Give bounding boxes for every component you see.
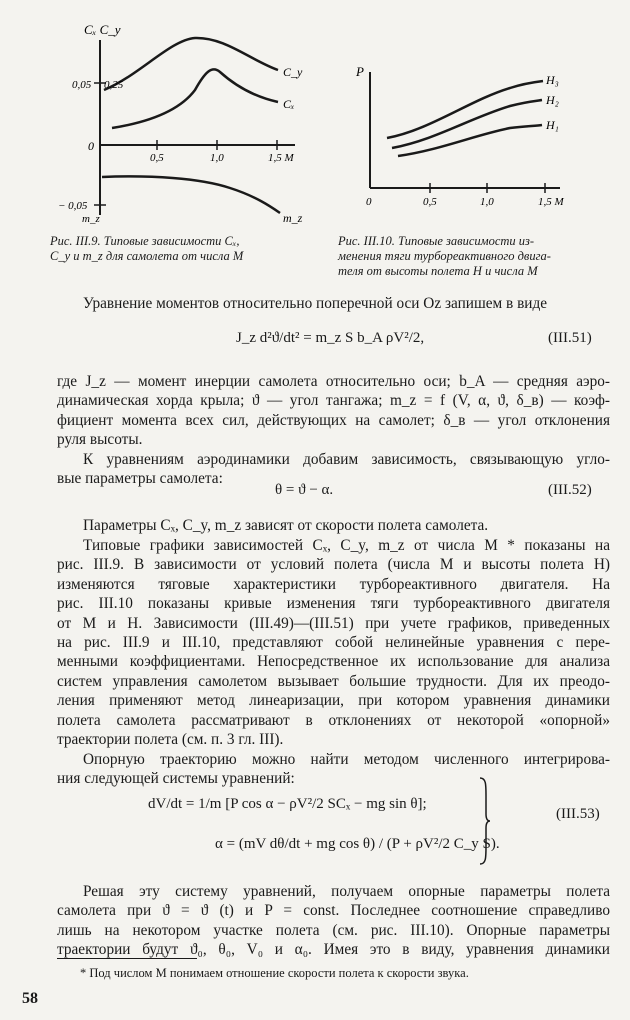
- fig9-tick-neg: − 0,05: [58, 200, 88, 212]
- fig9-y-label: Cₓ C_y: [84, 22, 121, 37]
- equation-number-iii-52: (III.52): [548, 482, 592, 498]
- equation-iii-51: J_z d²ϑ/dt² = m_z S b_A ρV²/2,: [236, 330, 425, 346]
- paragraph-definitions: где J_z — момент инерции самолета относительно оси; b_A — средняя аэро- динамическая хорда крыла; ϑ — угол тангажа; m_z = f (V, α, ϑ, δ_в) — коэф- фициент момента всех сил, действующих на самолет; δ_в — угол отклонения руля высоты.: [57, 373, 610, 449]
- paragraph-parameters: Параметры Cₓ, C_y, m_z зависят от скорости полета самолета.: [83, 517, 489, 534]
- equation-iii-52: θ = ϑ − α.: [275, 482, 334, 498]
- fig9-xtick-1: 0,5: [150, 152, 164, 164]
- fig9-tick-zero: 0: [88, 139, 94, 153]
- fig10-y-label: P: [356, 64, 364, 79]
- figure-iii-9: [0, 10, 310, 235]
- paragraph-moments-intro: Уравнение моментов относительно поперечной оси Oz запишем в виде: [83, 295, 548, 312]
- fig10-label-h3: H₃: [546, 73, 559, 87]
- equation-brace: [478, 776, 492, 866]
- fig9-curve-cy: [104, 38, 278, 90]
- footnote-rule: [57, 958, 197, 959]
- figure-iii-10: [350, 60, 600, 210]
- fig9-tick-cx: 0,05: [72, 79, 92, 91]
- equation-number-iii-53: (III.53): [556, 806, 600, 822]
- fig9-xtick-2: 1,0: [210, 152, 224, 164]
- footnote: * Под числом M понимаем отношение скорости полета к скорости звука.: [80, 966, 469, 980]
- fig10-xtick-0: 0: [366, 196, 372, 208]
- fig10-label-h1: H₁: [546, 118, 559, 132]
- fig9-curve-mz: [102, 176, 280, 213]
- paragraph-reference-trajectory: Опорную траекторию можно найти методом численного интегрирова- ния следующей системы уравнений:: [57, 751, 610, 788]
- paragraph-solving-system: Решая эту систему уравнений, получаем опорные параметры полета самолета при ϑ = ϑ (t) и P = const. Последнее соотношение справедливо лишь на некотором участке полета (см. рис. III.10). Опорные параметры траектории будут ϑ₀, θ₀, V₀ и α₀. Имея это в виду, уравнения динамики: [57, 883, 610, 959]
- paragraph-angle-relation: К уравнениям аэродинамики добавим зависимость, связывающую угло- вые параметры самолета:: [57, 451, 610, 488]
- fig10-label-h2: H₂: [546, 93, 559, 107]
- fig10-xtick-2: 1,0: [480, 196, 494, 208]
- fig10-curve-h3: [387, 81, 543, 138]
- fig10-xtick-3: 1,5 M: [538, 196, 564, 208]
- page-number: 58: [22, 990, 38, 1007]
- paragraph-typical-graphs: Типовые графики зависимостей Cₓ, C_y, m_z от числа M * показаны на рис. III.9. В зависимости от условий полета (числа M и высоты полета H) изменяются тяговые характеристики турбореактивного двигателя. На рис. III.10 показаны кривые изменения тяги турбореактивного двигателя от M и H. Зависимости (III.49)—(III.51) при учете графиков, приведенных на рис. III.9 и III.10, представляют собой нелинейные уравнения с пере- менными коэффициентами. Непосредственное их использование для анализа систем управления самолетом вызывает большие трудности. Для их преодо- ления применяют метод линеаризации, при котором уравнения динамики полета самолета рассматривают в отклонениях от некоторой «опорной» траектории полета (см. п. 3 гл. III).: [57, 537, 610, 749]
- fig9-xtick-3: 1,5 M: [268, 152, 294, 164]
- equation-iii-53-line-1: dV/dt = 1/m [P cos α − ρV²/2 SCₓ − mg sin θ];: [148, 796, 427, 812]
- fig9-caption: Рис. III.9. Типовые зависимости Cₓ, C_y и m_z для самолета от числа M: [50, 234, 244, 263]
- fig9-tick-cy: 0,25: [104, 79, 124, 91]
- fig9-label-cx: Cₓ: [283, 97, 295, 111]
- fig9-curve-cx: [112, 69, 278, 128]
- fig10-xtick-1: 0,5: [423, 196, 437, 208]
- fig10-caption: Рис. III.10. Типовые зависимости из- менения тяги турбореактивного двига- теля от высоты полета H и числа M: [338, 234, 551, 278]
- fig9-label-mz: m_z: [283, 211, 303, 225]
- fig9-tick-mz: m_z: [82, 213, 100, 225]
- equation-iii-53-line-2: α = (mV dθ/dt + mg cos θ) / (P + ρV²/2 C_y S).: [215, 836, 500, 852]
- equation-number-iii-51: (III.51): [548, 330, 592, 346]
- fig9-label-cy: C_y: [283, 65, 303, 79]
